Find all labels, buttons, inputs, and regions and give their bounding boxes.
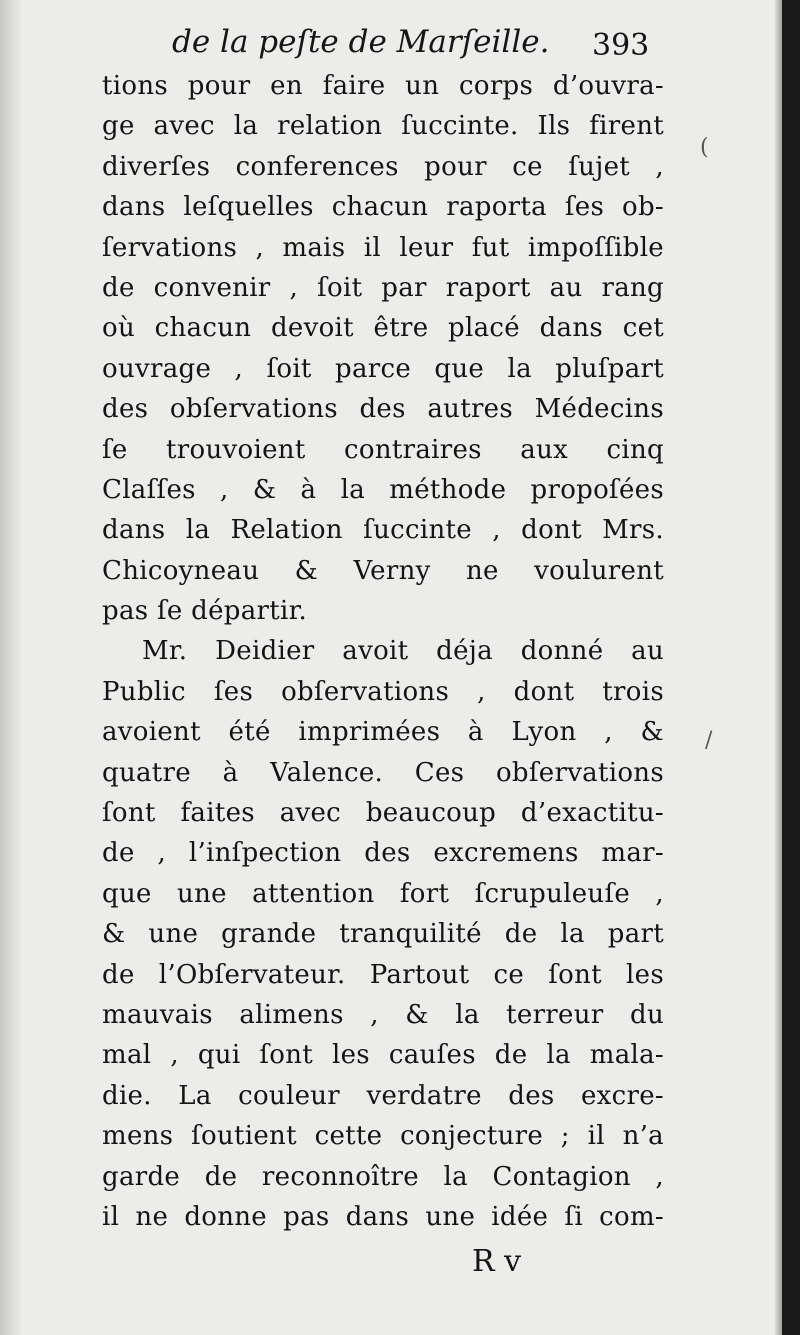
text-line: des obſervations des autres Médecins xyxy=(102,394,664,425)
margin-speck: ( xyxy=(700,135,709,160)
text-line: mauvais alimens , & la terreur du xyxy=(102,999,664,1030)
running-head xyxy=(0,22,782,66)
text-line: die. La couleur verdatre des excre- xyxy=(102,1080,664,1111)
running-head-title: de la peſte de Marſeille. xyxy=(172,24,550,60)
text-line: dans la Relation ſuccinte , dont Mrs. xyxy=(102,515,664,546)
body-text xyxy=(102,66,664,1237)
gutter-shadow xyxy=(0,0,22,1335)
text-line: mens ſoutient cette conjecture ; il n’a xyxy=(102,1121,664,1152)
text-line: Public ſes obſervations , dont trois xyxy=(102,676,664,707)
signature-mark: R v xyxy=(472,1244,522,1279)
paragraph-start-line: Mr. Deidier avoit déja donné au xyxy=(142,636,664,667)
text-line: dans leſquelles chacun raporta ſes ob- xyxy=(102,192,664,223)
text-line: mal , qui ſont les cauſes de la mala- xyxy=(102,1040,664,1071)
text-line: avoient été imprimées à Lyon , & xyxy=(102,717,664,748)
text-line: Chicoyneau & Verny ne voulurent xyxy=(102,555,664,586)
text-line: diverſes conferences pour ce ſujet , xyxy=(102,151,664,182)
text-line: pas ſe départir. xyxy=(102,596,308,627)
text-line: où chacun devoit être placé dans cet xyxy=(102,313,664,344)
text-line: ge avec la relation ſuccinte. Ils firent xyxy=(102,111,664,142)
text-line: Claſſes , & à la méthode propoſées xyxy=(102,474,664,505)
text-line: ſont faites avec beaucoup d’exactitu- xyxy=(102,798,664,829)
text-line: ſervations , mais il leur fut impoſſible xyxy=(102,232,664,263)
text-line: de l’Obſervateur. Partout ce ſont les xyxy=(102,959,664,990)
margin-speck: / xyxy=(705,728,713,753)
text-line: de , l’inſpection des excremens mar- xyxy=(102,838,664,869)
text-line: ouvrage , ſoit parce que la pluſpart xyxy=(102,353,664,384)
text-line: garde de reconnoître la Contagion , xyxy=(102,1161,664,1192)
text-line: ſe trouvoient contraires aux cinq xyxy=(102,434,664,465)
text-line: il ne donne pas dans une idée ſi com- xyxy=(102,1201,664,1232)
text-line: tions pour en faire un corps d’ouvra- xyxy=(102,71,664,101)
text-line: que une attention fort ſcrupuleuſe , xyxy=(102,878,664,909)
text-line: & une grande tranquilité de la part xyxy=(102,919,664,950)
page-edge xyxy=(775,0,782,1335)
text-line: quatre à Valence. Ces obſervations xyxy=(102,757,664,788)
text-line: de convenir , ſoit par raport au rang xyxy=(102,272,664,303)
page-number: 393 xyxy=(592,28,650,63)
